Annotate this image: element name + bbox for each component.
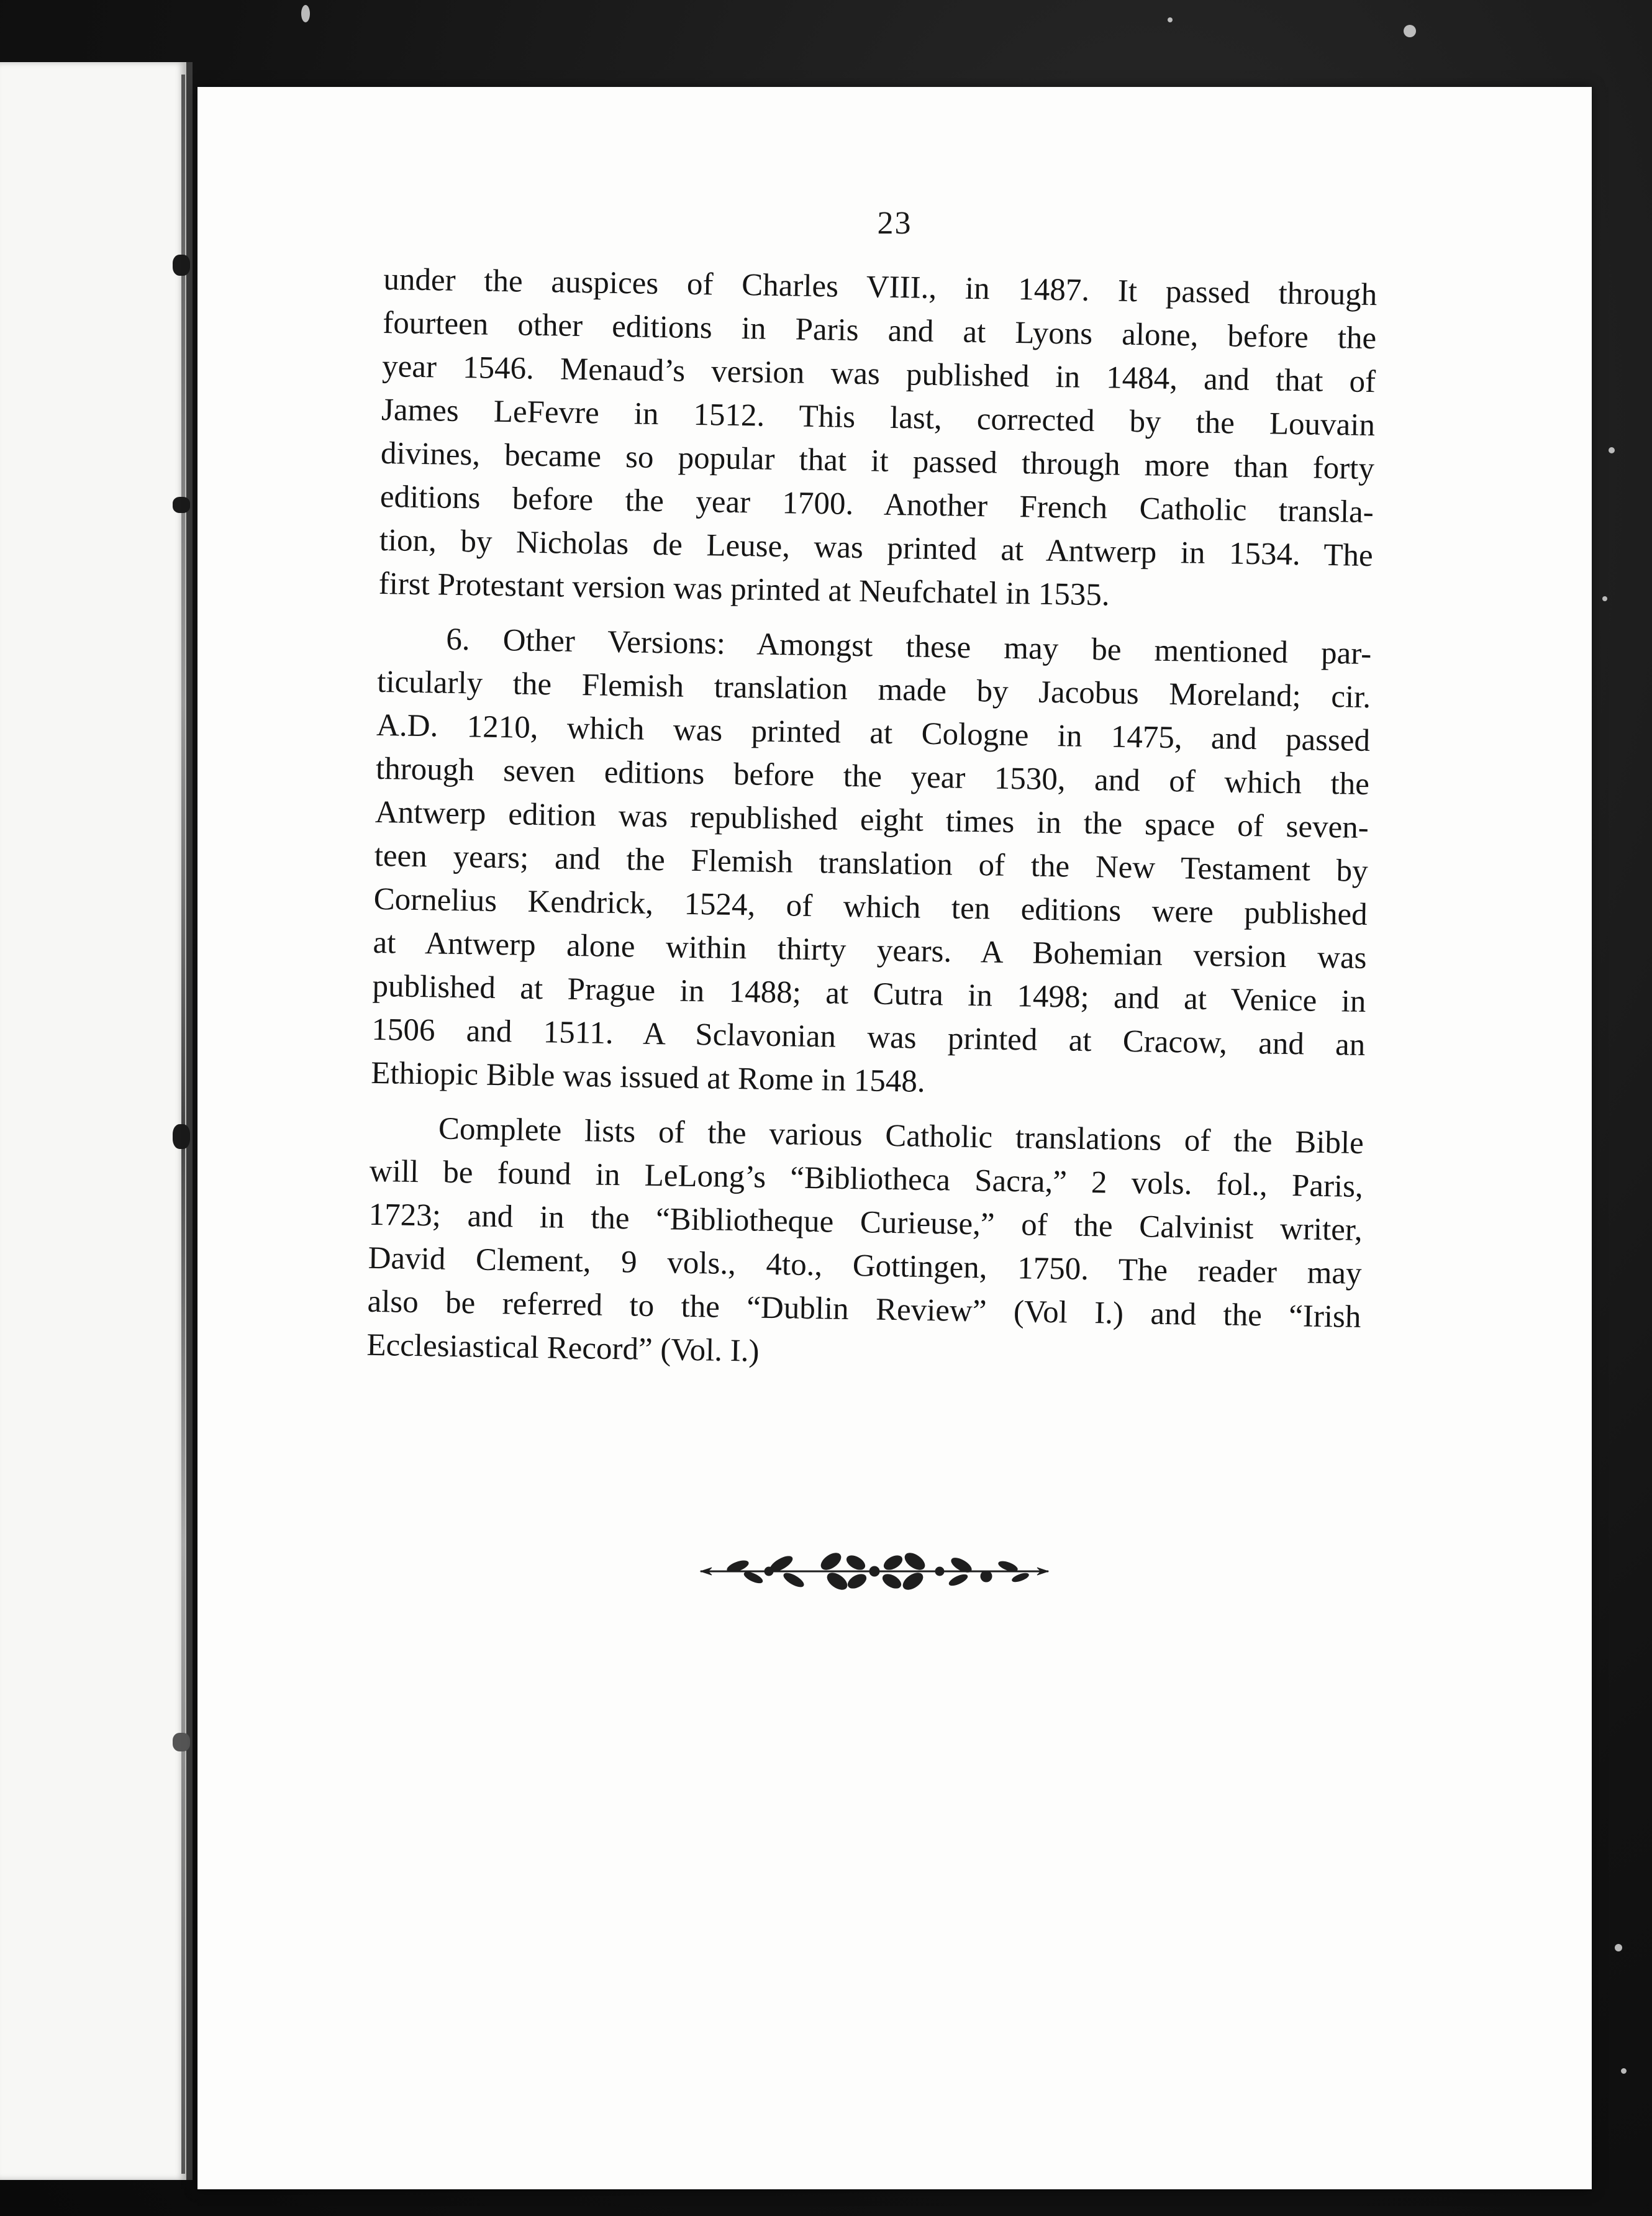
text-line: editions before the year 1700. Another French Catholic transla- xyxy=(379,479,1374,530)
paragraph xyxy=(366,1106,1364,1383)
dust-speck xyxy=(1615,1944,1622,1951)
text-line: through seven editions before the year 1530, and of which the xyxy=(375,751,1370,802)
text-line: David Clement, 9 vols., 4to., Gottingen, 1750. The reader may xyxy=(368,1240,1362,1291)
text-line: first Protestant version was printed at Neufchatel in 1535. xyxy=(378,566,1110,613)
holly-sprig-ornament-icon xyxy=(694,1540,1055,1602)
text-line: Ethiopic Bible was issued at Rome in 1548. xyxy=(370,1055,926,1099)
text-line: also be referred to the “Dublin Review” (Vol I.) and the “Irish xyxy=(367,1284,1361,1335)
text-line: under the auspices of Charles VIII., in 1487. It passed through xyxy=(383,261,1377,313)
text-line: Ecclesiastical Record” (Vol. I.) xyxy=(366,1327,760,1369)
book-page xyxy=(197,87,1592,2189)
binding-stitch xyxy=(173,497,190,513)
text-line: 1723; and in the “Bibliotheque Curieuse,” of the Calvinist writer, xyxy=(368,1197,1363,1248)
body-text xyxy=(366,258,1377,1383)
dust-speck xyxy=(1621,2068,1627,2074)
dust-speck xyxy=(1404,25,1416,37)
text-line: year 1546. Menaud’s version was published in 1484, and that of xyxy=(381,348,1376,400)
dust-speck xyxy=(1602,596,1607,601)
dust-speck xyxy=(1609,447,1615,453)
facing-page-edge xyxy=(0,62,193,2180)
binding-stitch xyxy=(173,1733,190,1751)
dust-speck xyxy=(301,5,310,22)
page-number: 23 xyxy=(877,206,912,241)
binding-stitch xyxy=(173,1124,190,1149)
text-line: James LeFevre in 1512. This last, corrected by the Louvain xyxy=(381,392,1376,443)
text-line: tion, by Nicholas de Leuse, was printed at Antwerp in 1534. The xyxy=(379,522,1374,574)
text-line: divines, became so popular that it passed through more than forty xyxy=(380,435,1375,487)
text-line: at Antwerp alone within thirty years. A Bohemian version was xyxy=(373,925,1367,976)
text-line: Complete lists of the various Catholic translations of the Bible xyxy=(438,1111,1364,1161)
text-line: ticularly the Flemish translation made by Jacobus Moreland; cir. xyxy=(376,664,1371,715)
binding-stitch xyxy=(173,255,190,276)
text-line: A.D. 1210, which was printed at Cologne in 1475, and passed xyxy=(376,707,1371,759)
text-line: teen years; and the Flemish translation of the New Testament by xyxy=(374,838,1369,889)
text-line: Cornelius Kendrick, 1524, of which ten editions were published xyxy=(373,881,1368,933)
text-line: Antwerp edition was republished eight times in the space of seven- xyxy=(374,794,1369,846)
paragraph xyxy=(378,258,1377,621)
text-line: 1506 and 1511. A Sclavonian was printed at Cracow, and an xyxy=(371,1012,1366,1063)
text-line: fourteen other editions in Paris and at Lyons alone, before the xyxy=(382,305,1377,356)
text-line: 6. Other Versions: Amongst these may be mentioned par- xyxy=(445,622,1372,672)
paragraph xyxy=(371,617,1372,1110)
text-line: will be found in LeLong’s “Bibliotheca Sacra,” 2 vols. fol., Paris, xyxy=(369,1153,1364,1204)
text-line: published at Prague in 1488; at Cutra in 1498; and at Venice in xyxy=(372,968,1366,1019)
dust-speck xyxy=(1168,17,1173,22)
